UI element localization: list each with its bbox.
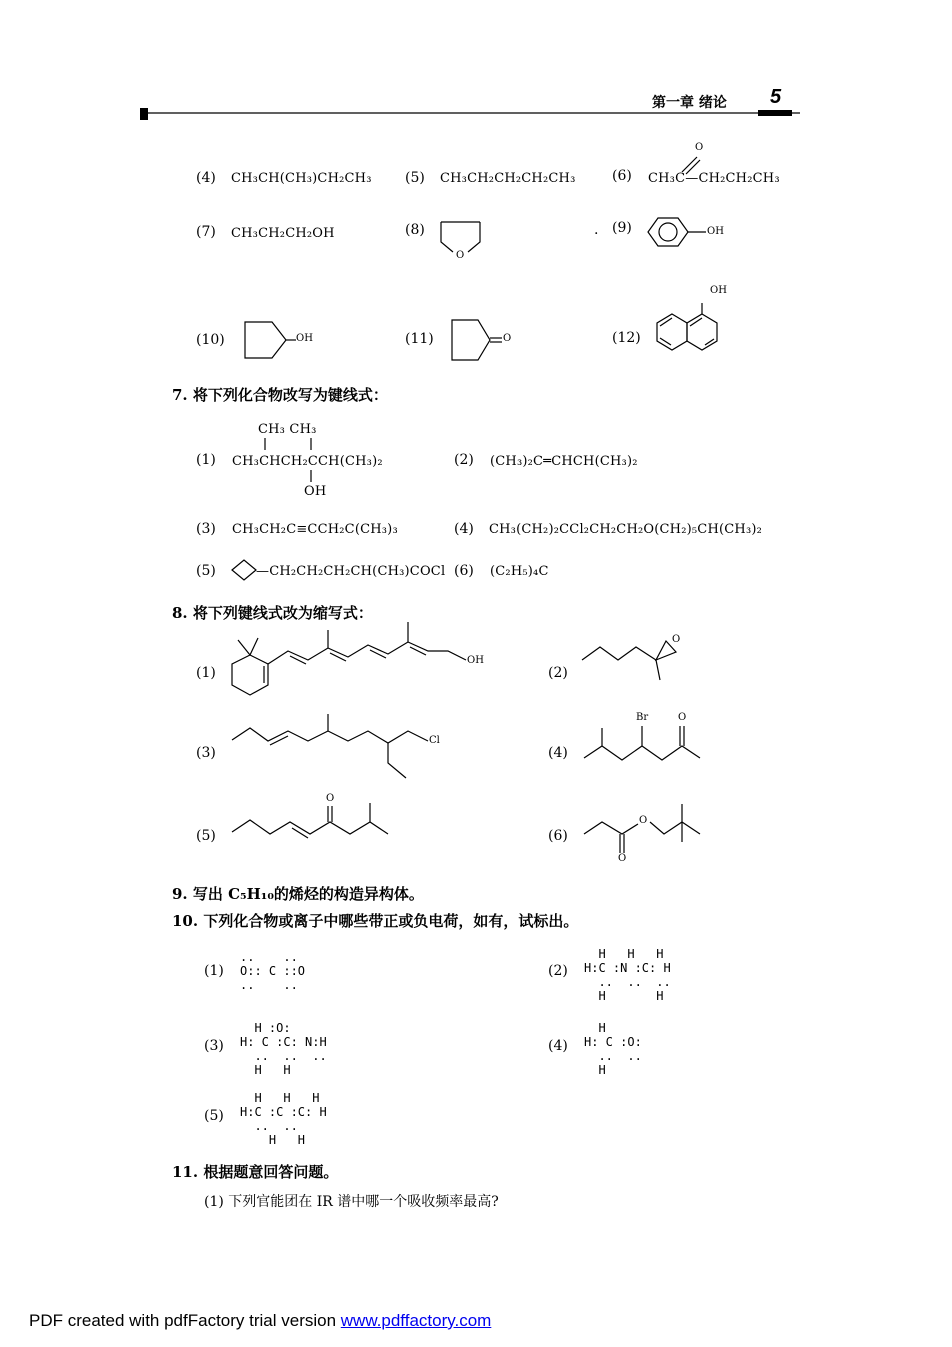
carbonyl-o-6: O — [695, 142, 704, 153]
q7-2-formula: (CH₃)₂C═CHCH(CH₃)₂ — [490, 454, 638, 469]
q7-5-label: (5) — [196, 563, 216, 579]
q7-title: 7. 将下列化合物改写为键线式： — [172, 386, 388, 404]
q10-2-lewis: H H H H:C :N :C: H .. .. .. H H — [584, 947, 671, 1003]
q7-1-main: CH₃CHCH₂CCH(CH₃)₂ — [232, 454, 383, 469]
q8-4-br: Br — [636, 712, 649, 723]
q10-label-4: (4) — [548, 1038, 568, 1054]
q8-label-5: (5) — [196, 828, 216, 844]
page-number: 5 — [770, 86, 782, 108]
q7-2-label: (2) — [454, 452, 474, 468]
q8-label-4: (4) — [548, 745, 568, 761]
q10-3-lewis: H :O: H: C :C: N:H .. .. .. H H — [240, 1021, 327, 1077]
p6-formula-7: CH₃CH₂CH₂OH — [231, 226, 335, 241]
q11-sub-1: (1) 下列官能团在 IR 谱中哪一个吸收频率最高? — [204, 1194, 499, 1210]
q8-2-oxygen: O — [672, 634, 681, 645]
q10-1-lewis: .. .. O:: C ::O .. .. — [240, 950, 306, 992]
p6-label-6: (6) — [612, 168, 632, 184]
q7-6-label: (6) — [454, 563, 474, 579]
p6-label-4: (4) — [196, 170, 216, 186]
p6-label-9: (9) — [612, 220, 632, 236]
q8-1-oh: OH — [467, 655, 484, 666]
q7-1-bottom: OH — [304, 484, 327, 499]
naphthol-oh: OH — [710, 285, 727, 296]
p6-label-5: (5) — [405, 170, 425, 186]
cyclopentanol-oh: OH — [296, 333, 313, 344]
p6-label-11: (11) — [405, 331, 434, 347]
q10-title: 10. 下列化合物或离子中哪些带正或负电荷，如有，试标出。 — [172, 912, 579, 930]
q8-4-oxygen: O — [678, 712, 687, 723]
q7-5-formula: —CH₂CH₂CH₂CH(CH₃)COCl — [256, 564, 446, 579]
q7-6-formula: (C₂H₅)₄C — [490, 564, 549, 579]
q7-3-formula: CH₃CH₂C≡CCH₂C(CH₃)₃ — [232, 522, 398, 537]
p6-formula-5: CH₃CH₂CH₂CH₂CH₃ — [440, 171, 576, 186]
q11-title: 11. 根据题意回答问题。 — [172, 1163, 339, 1181]
q8-6-ether-o: O — [639, 815, 648, 826]
q8-title: 8. 将下列键线式改为缩写式： — [172, 604, 373, 622]
q8-label-2: (2) — [548, 665, 568, 681]
q10-label-5: (5) — [204, 1108, 224, 1124]
q8-6-carbonyl-o: O — [618, 853, 627, 864]
chapter-header: 第一章 绪论 — [652, 95, 727, 111]
q7-4-label: (4) — [454, 521, 474, 537]
p6-label-8: (8) — [405, 222, 425, 238]
q8-label-6: (6) — [548, 828, 568, 844]
q9-title: 9. 写出 C₅H₁₀的烯烃的构造异构体。 — [172, 885, 424, 903]
thf-oxygen: O — [456, 250, 465, 261]
p6-formula-4: CH₃CH(CH₃)CH₂CH₃ — [231, 171, 372, 186]
cyclopentanone-o: O — [503, 333, 512, 344]
footer-text: PDF created with pdfFactory trial version — [29, 1311, 341, 1330]
p6-label-12: (12) — [612, 330, 641, 346]
q8-3-cl: Cl — [429, 735, 440, 746]
q10-label-3: (3) — [204, 1038, 224, 1054]
footer-link[interactable]: www.pdffactory.com — [340, 1311, 492, 1330]
q10-4-lewis: H H: C :O: .. .. H — [584, 1021, 642, 1077]
q8-label-1: (1) — [196, 665, 216, 681]
pdf-footer — [29, 1311, 491, 1331]
q10-label-1: (1) — [204, 963, 224, 979]
q8-label-3: (3) — [196, 745, 216, 761]
p6-dot: . — [594, 222, 599, 238]
p6-label-10: (10) — [196, 332, 225, 348]
q7-3-label: (3) — [196, 521, 216, 537]
q8-5-oxygen: O — [326, 793, 335, 804]
q7-4-formula: CH₃(CH₂)₂CCl₂CH₂CH₂O(CH₂)₅CH(CH₃)₂ — [489, 522, 763, 537]
phenol-oh: OH — [707, 226, 724, 237]
q10-5-lewis: H H H H:C :C :C: H .. .. H H — [240, 1091, 327, 1147]
q7-1-label: (1) — [196, 452, 216, 468]
p6-formula-6: CH₃C—CH₂CH₂CH₃ — [648, 171, 780, 186]
p6-label-7: (7) — [196, 224, 216, 240]
q7-1-top: CH₃ CH₃ — [258, 422, 317, 437]
q10-label-2: (2) — [548, 963, 568, 979]
